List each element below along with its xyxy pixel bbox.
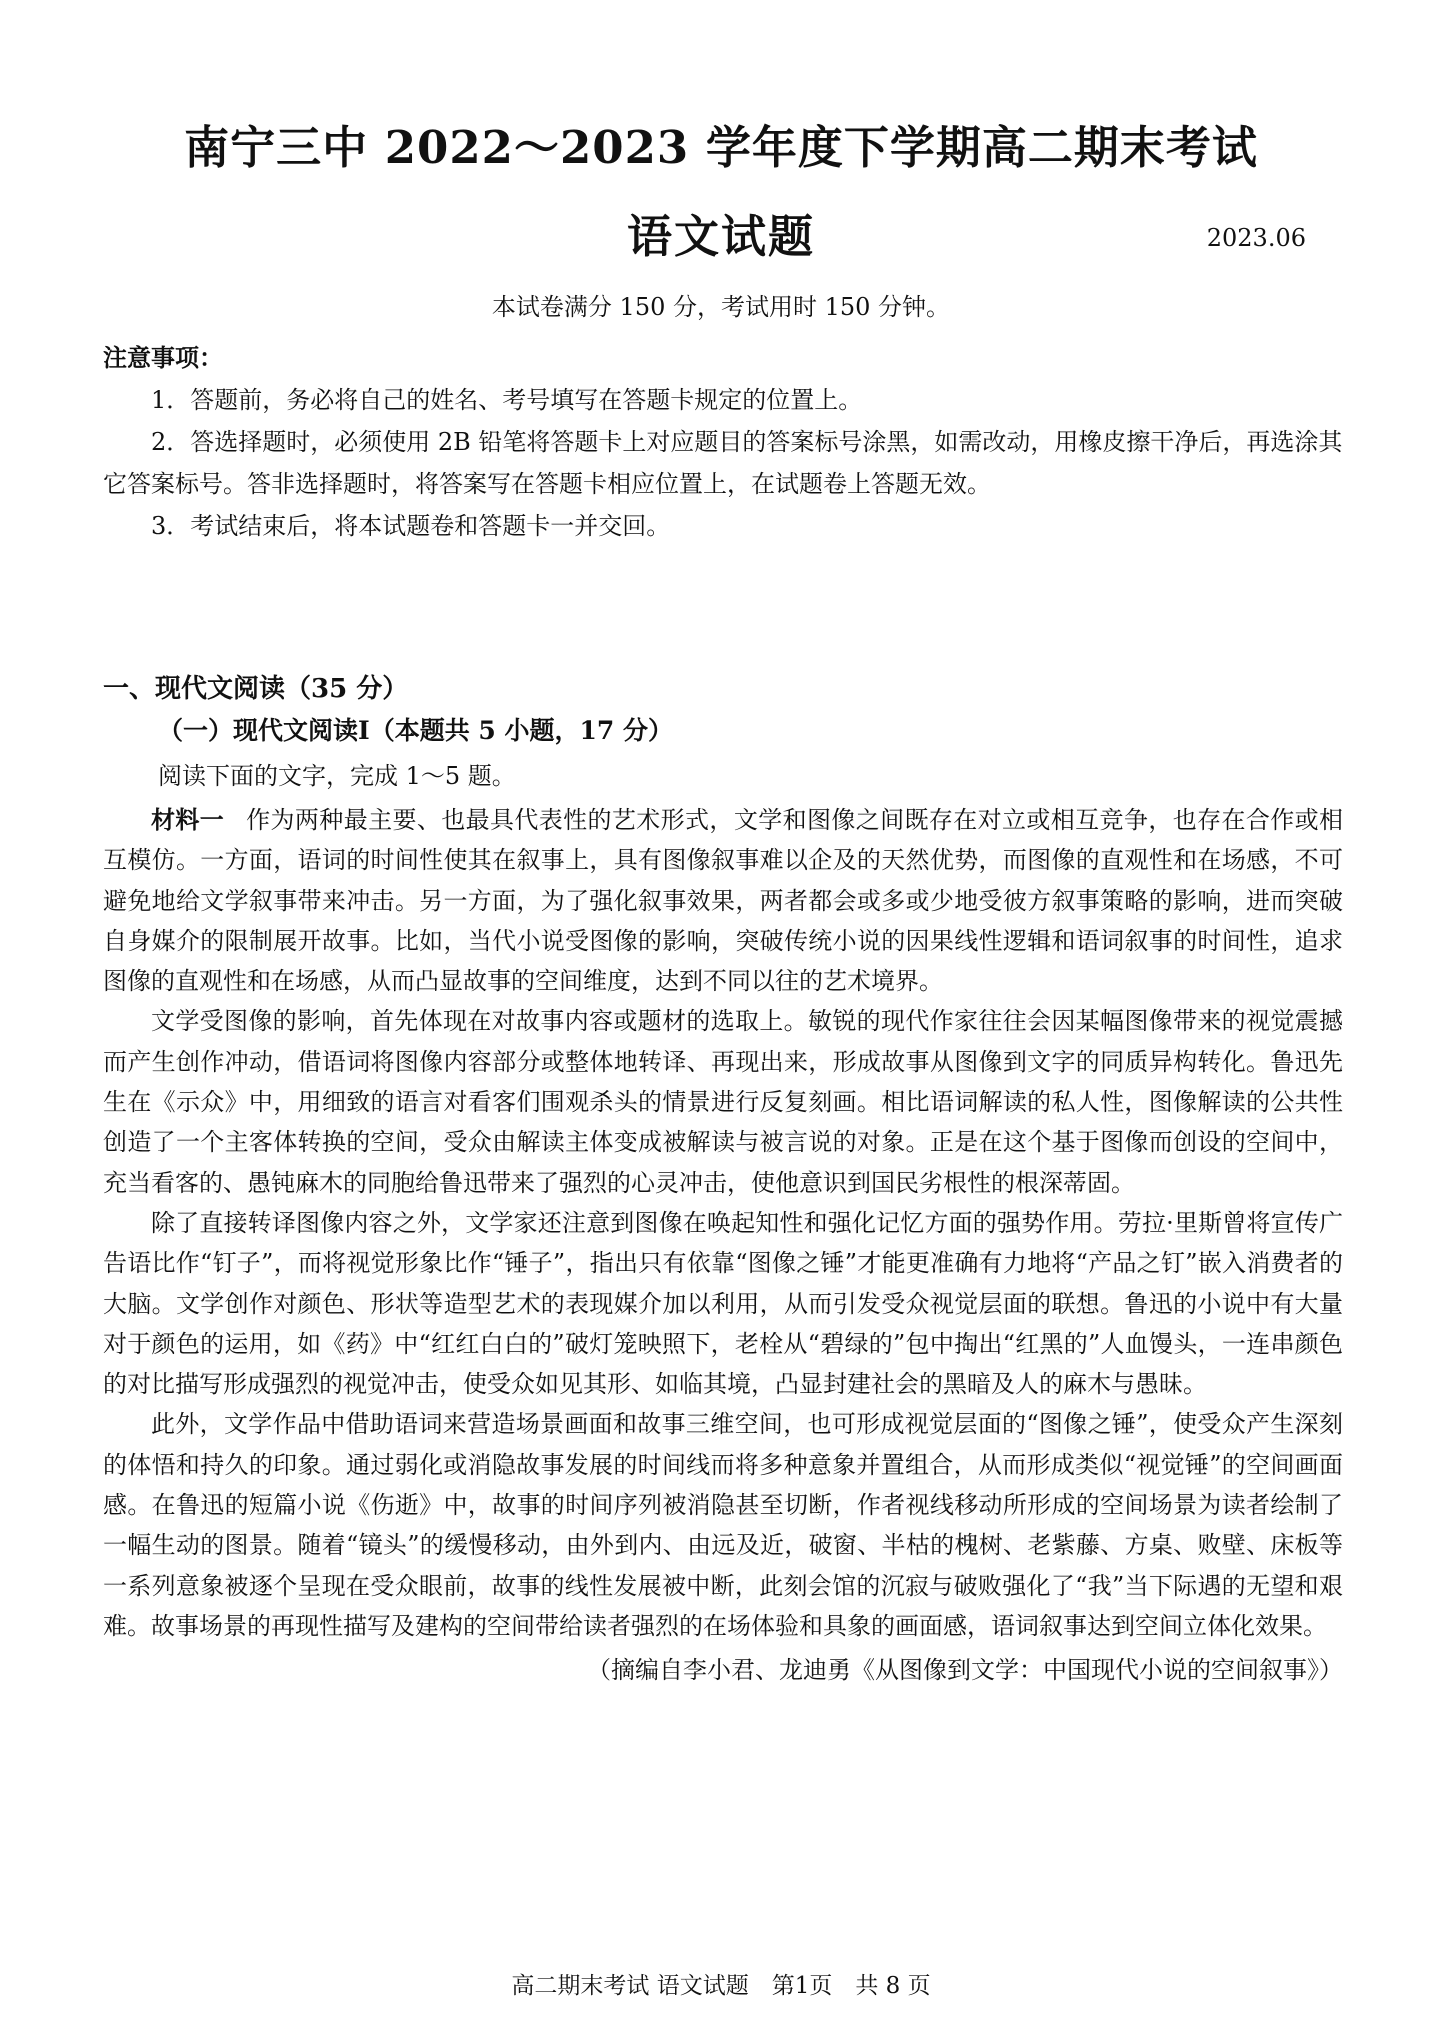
exam-title: 南宁三中 2022～2023 学年度下学期高二期末考试 <box>184 121 1258 174</box>
page-footer: 高二期末考试 语文试题 第1页 共 8 页 <box>511 1973 931 1999</box>
material-source: （摘编自李小君、龙迪勇《从图像到文学：中国现代小说的空间叙事》） <box>587 1656 1343 1685</box>
notice-item-2: 2．答选择题时，必须使用 2B 铅笔将答题卡上对应题目的答案标号涂黑，如需改动，用橡皮擦干净后，再选涂其它答案标号。答非选择题时，将答案写在答题卡相应位置上，在试题卷上答题无效。 <box>103 428 1343 498</box>
material-paragraph-4: 此外，文学作品中借助语词来营造场景画面和故事三维空间，也可形成视觉层面的“图像之锤”，使受众产生深刻的体悟和持久的印象。通过弱化或消隐故事发展的时间线而将多种意象并置组合，从而形成类似“视觉锤”的空间画面感。在鲁迅的短篇小说《伤逝》中，故事的时间序列被消隐甚至切断，作者视线移动所形成的空间场景为读者绘制了一幅生动的图景。随着“镜头”的缓慢移动，由外到内、由远及近，破窗、半枯的槐树、老紫藤、方桌、败壁、床板等一系列意象被逐个呈现在受众眼前，故事的线性发展被中断，此刻会馆的沉寂与破败强化了“我”当下际遇的无望和艰难。故事场景的再现性描写及建构的空间带给读者强烈的在场体验和具象的画面感，语词叙事达到空间立体化效果。 <box>103 1410 1343 1640</box>
material-label: 材料一 <box>151 805 225 834</box>
material-paragraph-3: 除了直接转译图像内容之外，文学家还注意到图像在唤起知性和强化记忆方面的强势作用。劳拉·里斯曾将宣传广告语比作“钉子”，而将视觉形象比作“锤子”，指出只有依靠“图像之锤”才能更准确有力地将“产品之钉”嵌入消费者的大脑。文学创作对颜色、形状等造型艺术的表现媒介加以利用，从而引发受众视觉层面的联想。鲁迅的小说中有大量对于颜色的运用，如《药》中“红红白白的”破灯笼映照下，老栓从“碧绿的”包中掏出“红黑的”人血馒头，一连串颜色的对比描写形成强烈的视觉冲击，使受众如见其形、如临其境，凸显封建社会的黑暗及人的麻木与愚昧。 <box>103 1208 1343 1399</box>
exam-meta: 本试卷满分 150 分，考试用时 150 分钟。 <box>491 293 951 321</box>
notice-heading: 注意事项： <box>103 343 223 372</box>
material-paragraph-2: 文学受图像的影响，首先体现在对故事内容或题材的选取上。敏锐的现代作家往往会因某幅图像带来的视觉震撼而产生创作冲动，借语词将图像内容部分或整体地转译、再现出来，形成故事从图像到文字的同质异构转化。鲁迅先生在《示众》中，用细致的语言对看客们围观杀头的情景进行反复刻画。相比语词解读的私人性，图像解读的公共性创造了一个主客体转换的空间，受众由解读主体变成被解读与被言说的对象。正是在这个基于图像而创设的空间中，充当看客的、愚钝麻木的同胞给鲁迅带来了强烈的心灵冲击，使他意识到国民劣根性的根深蒂固。 <box>103 1007 1343 1197</box>
notice-item-3: 3．考试结束后，将本试题卷和答题卡一并交回。 <box>151 512 671 540</box>
notice-item-1: 1．答题前，务必将自己的姓名、考号填写在答题卡规定的位置上。 <box>151 386 863 414</box>
reading-section <box>103 668 1343 1690</box>
section-subtitle: （一）现代文阅读Ⅰ（本题共 5 小题，17 分） <box>158 716 673 745</box>
material-paragraph-1 <box>103 800 1343 1001</box>
notice-block <box>103 337 1343 547</box>
exam-subtitle: 语文试题 <box>626 210 815 263</box>
exam-date: 2023.06 <box>1206 224 1306 252</box>
section-instruction: 阅读下面的文字，完成 1～5 题。 <box>158 762 516 790</box>
material-paragraph-1-text: 作为两种最主要、也最具代表性的艺术形式，文学和图像之间既存在对立或相互竞争，也存在合作或相互模仿。一方面，语词的时间性使其在叙事上，具有图像叙事难以企及的天然优势，而图像的直观性和在场感，不可避免地给文学叙事带来冲击。另一方面，为了强化叙事效果，两者都会或多或少地受彼方叙事策略的影响，进而突破自身媒介的限制展开故事。比如，当代小说受图像的影响，突破传统小说的因果线性逻辑和语词叙事的时间性，追求图像的直观性和在场感，从而凸显故事的空间维度，达到不同以往的艺术境界。 <box>103 806 1344 996</box>
material-one <box>103 800 1343 1646</box>
section-title: 一、现代文阅读（35 分） <box>103 674 409 704</box>
